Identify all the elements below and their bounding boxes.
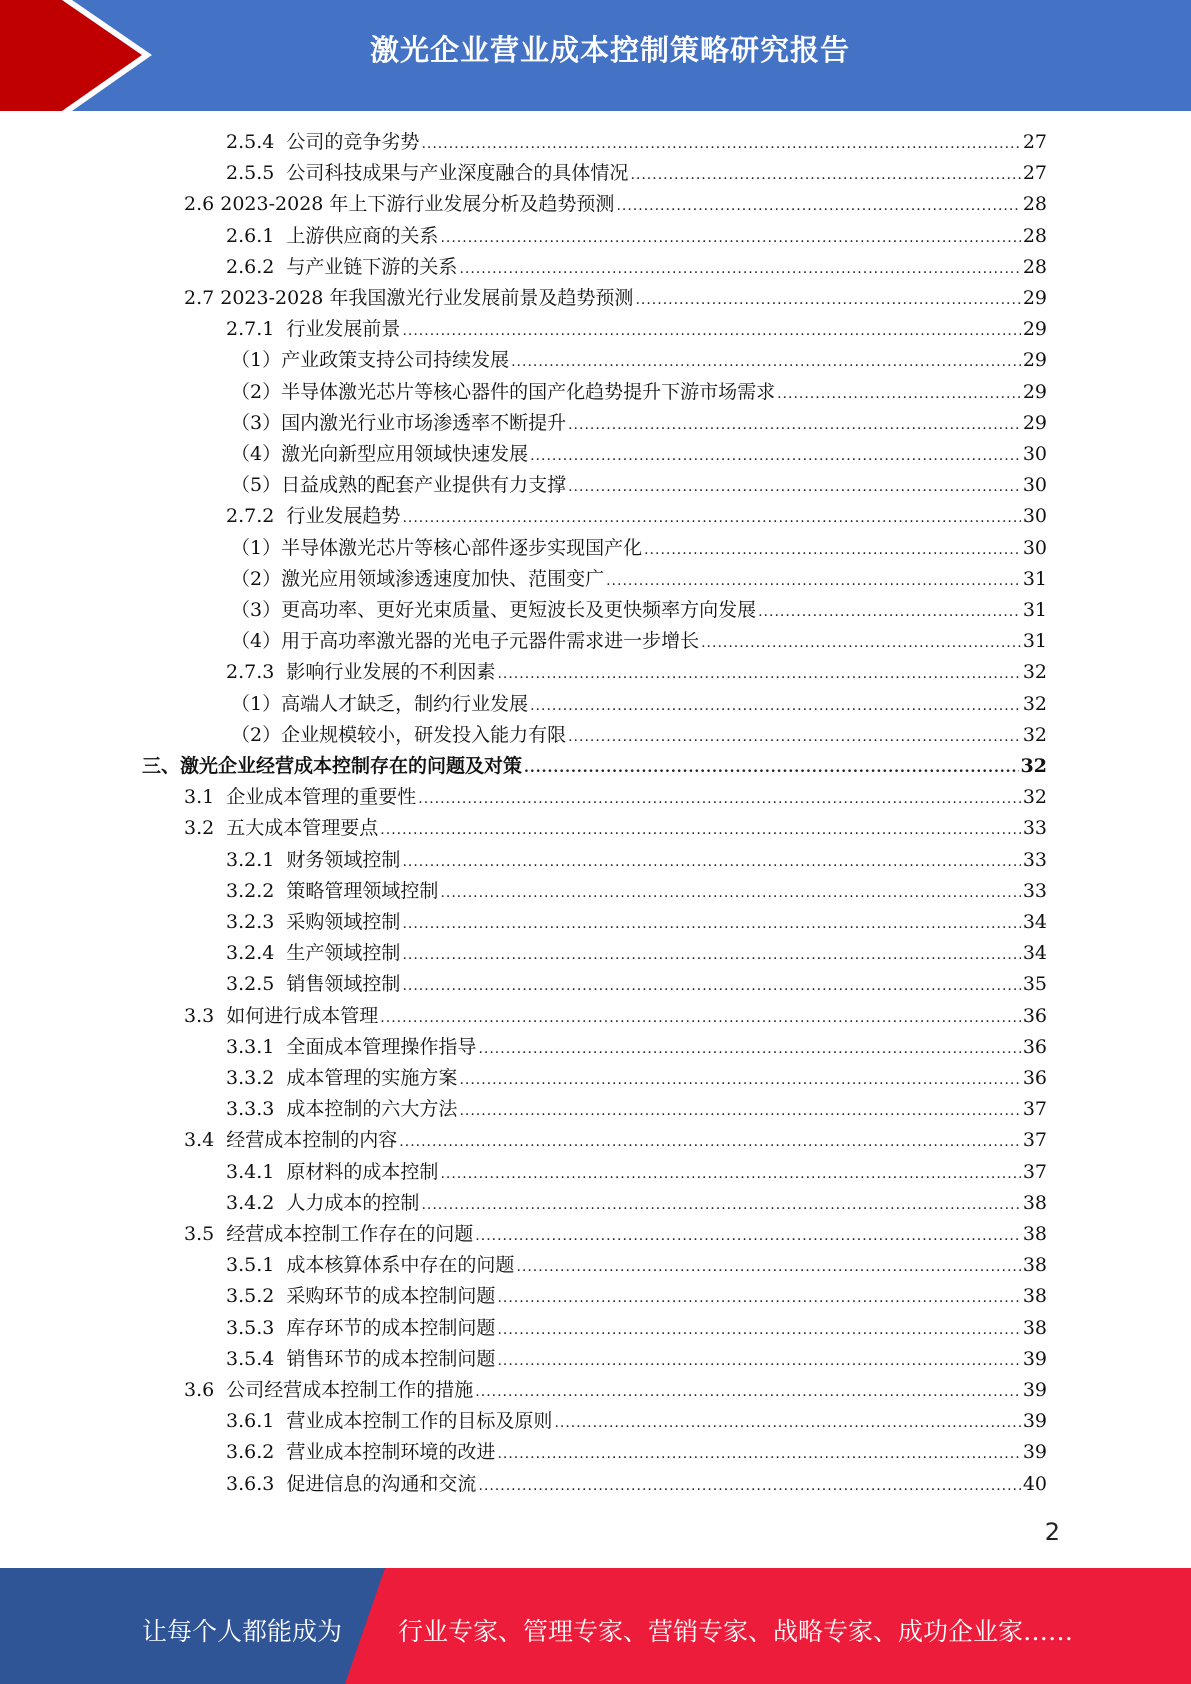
toc-entry[interactable] bbox=[231, 595, 1047, 626]
toc-entry-page: 34 bbox=[1022, 942, 1047, 965]
toc-entry[interactable] bbox=[226, 1406, 1047, 1437]
toc-entry[interactable] bbox=[231, 345, 1047, 376]
toc-entry[interactable] bbox=[184, 1375, 1047, 1406]
toc-entry[interactable] bbox=[226, 1281, 1047, 1312]
toc-entry-title: （2）半导体激光芯片等核心器件的国产化趋势提升下游市场需求 bbox=[231, 380, 776, 403]
toc-entry-title: 3.6.2 营业成本控制环境的改进 bbox=[226, 1441, 496, 1464]
footer-slogan-left: 让每个人都能成为 bbox=[142, 1617, 343, 1646]
toc-entry-page: 32 bbox=[1020, 755, 1047, 777]
toc-entry-page: 36 bbox=[1022, 1004, 1047, 1027]
toc-dot-leader bbox=[380, 815, 1021, 846]
toc-dot-leader bbox=[516, 1252, 1020, 1283]
toc-entry[interactable] bbox=[142, 751, 1047, 782]
toc-dot-leader bbox=[701, 628, 1021, 659]
toc-entry-page: 32 bbox=[1022, 786, 1047, 809]
toc-entry-page: 36 bbox=[1022, 1035, 1047, 1058]
toc-dot-leader bbox=[402, 847, 1020, 878]
toc-entry-title: 3.6.3 促进信息的沟通和交流 bbox=[226, 1472, 477, 1495]
toc-entry-title: （5）日益成熟的配套产业提供有力支撑 bbox=[231, 474, 567, 497]
toc-dot-leader bbox=[440, 223, 1020, 254]
toc-entry-page: 38 bbox=[1022, 1223, 1047, 1245]
toc-entry[interactable] bbox=[226, 158, 1047, 189]
toc-entry[interactable] bbox=[226, 221, 1047, 252]
toc-entry-page: 28 bbox=[1022, 255, 1047, 278]
report-header bbox=[0, 0, 1191, 111]
toc-entry[interactable] bbox=[226, 876, 1047, 907]
toc-entry-page: 34 bbox=[1022, 911, 1047, 933]
toc-entry-title: 2.7 2023-2028 年我国激光行业发展前景及趋势预测 bbox=[184, 287, 634, 309]
toc-dot-leader bbox=[402, 503, 1020, 534]
toc-entry-page: 39 bbox=[1022, 1441, 1047, 1464]
toc-entry-title: 3.4 经营成本控制的内容 bbox=[184, 1129, 398, 1152]
toc-dot-leader bbox=[402, 971, 1020, 1002]
toc-dot-leader bbox=[402, 940, 1020, 971]
toc-entry-title: （1）产业政策支持公司持续发展 bbox=[231, 349, 510, 372]
toc-entry-page: 39 bbox=[1022, 1379, 1047, 1401]
toc-dot-leader bbox=[399, 1127, 1021, 1158]
toc-entry[interactable] bbox=[184, 782, 1047, 813]
toc-dot-leader bbox=[475, 1221, 1021, 1252]
toc-entry[interactable] bbox=[226, 1063, 1047, 1094]
toc-entry-page: 28 bbox=[1022, 193, 1047, 216]
toc-entry[interactable] bbox=[184, 1219, 1047, 1250]
toc-entry-title: 2.6 2023-2028 年上下游行业发展分析及趋势预测 bbox=[184, 193, 615, 216]
toc-dot-leader bbox=[568, 472, 1021, 503]
toc-entry-title: 3.2.3 采购领域控制 bbox=[226, 911, 401, 933]
toc-entry-page: 29 bbox=[1022, 318, 1047, 341]
toc-entry[interactable] bbox=[226, 252, 1047, 283]
toc-entry[interactable] bbox=[226, 314, 1047, 345]
toc-entry-title: 3.6 公司经营成本控制工作的措施 bbox=[184, 1379, 474, 1401]
toc-entry-title: （4）激光向新型应用领域快速发展 bbox=[231, 443, 529, 465]
toc-entry-title: 2.7.2 行业发展趋势 bbox=[226, 505, 401, 528]
toc-entry[interactable] bbox=[184, 1125, 1047, 1156]
toc-entry[interactable] bbox=[226, 969, 1047, 1000]
toc-entry-title: 3.2.1 财务领域控制 bbox=[226, 848, 401, 871]
toc-entry[interactable] bbox=[226, 1469, 1047, 1500]
toc-entry-title: 3.6.1 营业成本控制工作的目标及原则 bbox=[226, 1410, 553, 1433]
toc-entry[interactable] bbox=[226, 938, 1047, 969]
toc-entry[interactable] bbox=[226, 657, 1047, 688]
toc-entry[interactable] bbox=[231, 408, 1047, 439]
toc-entry-page: 38 bbox=[1022, 1191, 1047, 1214]
toc-entry-page: 31 bbox=[1022, 630, 1047, 653]
toc-entry-page: 37 bbox=[1022, 1098, 1047, 1121]
toc-entry[interactable] bbox=[226, 1032, 1047, 1063]
toc-dot-leader bbox=[568, 410, 1021, 441]
toc-dot-leader bbox=[524, 753, 1019, 784]
toc-dot-leader bbox=[758, 597, 1021, 628]
toc-entry-title: 3.5 经营成本控制工作存在的问题 bbox=[184, 1223, 474, 1245]
toc-entry-page: 39 bbox=[1022, 1347, 1047, 1370]
toc-entry-page: 29 bbox=[1022, 349, 1047, 372]
toc-dot-leader bbox=[644, 535, 1021, 566]
toc-entry[interactable] bbox=[184, 813, 1047, 844]
toc-dot-leader bbox=[459, 1065, 1020, 1096]
toc-entry-page: 28 bbox=[1022, 224, 1047, 247]
toc-entry-page: 32 bbox=[1022, 723, 1047, 746]
toc-entry-page: 30 bbox=[1022, 474, 1047, 497]
toc-entry-title: 3.4.2 人力成本的控制 bbox=[226, 1191, 420, 1214]
toc-dot-leader bbox=[421, 129, 1020, 160]
toc-entry[interactable] bbox=[184, 283, 1047, 314]
toc-dot-leader bbox=[380, 1003, 1021, 1034]
report-title: 激光企业营业成本控制策略研究报告 bbox=[369, 33, 850, 67]
toc-entry[interactable] bbox=[226, 845, 1047, 876]
toc-dot-leader bbox=[440, 878, 1020, 909]
toc-entry-title: （1）高端人才缺乏，制约行业发展 bbox=[231, 692, 529, 715]
toc-entry-page: 33 bbox=[1022, 879, 1047, 902]
toc-entry-title: （4）用于高功率激光器的光电子元器件需求进一步增长 bbox=[231, 630, 700, 653]
toc-entry-title: 3.4.1 原材料的成本控制 bbox=[226, 1160, 439, 1183]
toc-entry[interactable] bbox=[226, 1188, 1047, 1219]
toc-dot-leader bbox=[497, 659, 1020, 690]
toc-dot-leader bbox=[402, 316, 1020, 347]
toc-entry-title: （2）激光应用领域渗透速度加快、范围变广 bbox=[231, 567, 605, 590]
toc-entry-title: 3.3.1 全面成本管理操作指导 bbox=[226, 1035, 477, 1058]
toc-entry[interactable] bbox=[184, 189, 1047, 220]
toc-entry-title: 2.5.4 公司的竞争劣势 bbox=[226, 131, 420, 153]
report-footer bbox=[0, 1568, 1191, 1684]
toc-dot-leader bbox=[497, 1346, 1020, 1377]
toc-entry-page: 36 bbox=[1022, 1067, 1047, 1089]
toc-dot-leader bbox=[459, 1096, 1020, 1127]
toc-entry[interactable] bbox=[231, 470, 1047, 501]
toc-entry[interactable] bbox=[226, 127, 1047, 158]
toc-entry-page: 40 bbox=[1022, 1472, 1047, 1495]
toc-entry-title: （3）更高功率、更好光束质量、更短波长及更快频率方向发展 bbox=[231, 599, 757, 621]
toc-entry[interactable] bbox=[226, 1313, 1047, 1344]
toc-entry-title: 3.5.2 采购环节的成本控制问题 bbox=[226, 1285, 496, 1308]
toc-dot-leader bbox=[630, 160, 1020, 191]
toc-entry-page: 39 bbox=[1022, 1410, 1047, 1433]
toc-entry[interactable] bbox=[184, 1001, 1047, 1032]
toc-dot-leader bbox=[530, 691, 1021, 722]
page-number: 2 bbox=[1044, 1518, 1060, 1546]
toc-entry-title: 3.5.3 库存环节的成本控制问题 bbox=[226, 1316, 496, 1339]
toc-entry-title: 3.1 企业成本管理的重要性 bbox=[184, 786, 417, 809]
toc-entry-page: 33 bbox=[1022, 848, 1047, 871]
toc-entry-page: 31 bbox=[1022, 599, 1047, 621]
toc-entry[interactable] bbox=[226, 1344, 1047, 1375]
toc-dot-leader bbox=[777, 379, 1021, 410]
toc-dot-leader bbox=[511, 347, 1021, 378]
toc-entry-title: 2.7.1 行业发展前景 bbox=[226, 318, 401, 341]
toc-entry-title: 3.3.2 成本管理的实施方案 bbox=[226, 1067, 458, 1089]
toc-entry-title: （1）半导体激光芯片等核心部件逐步实现国产化 bbox=[231, 536, 643, 559]
toc-entry-title: （3）国内激光行业市场渗透率不断提升 bbox=[231, 411, 567, 434]
toc-entry[interactable] bbox=[231, 720, 1047, 751]
toc-entry-title: 3.5.4 销售环节的成本控制问题 bbox=[226, 1347, 496, 1370]
toc-entry-title: 3.2.5 销售领域控制 bbox=[226, 973, 401, 996]
toc-entry-title: 3.2.2 策略管理领域控制 bbox=[226, 879, 439, 902]
toc-dot-leader bbox=[478, 1034, 1020, 1065]
toc-entry-title: 3.3 如何进行成本管理 bbox=[184, 1004, 379, 1027]
toc-entry-page: 30 bbox=[1022, 505, 1047, 528]
toc-entry-page: 38 bbox=[1022, 1316, 1047, 1339]
toc-dot-leader bbox=[497, 1315, 1020, 1346]
toc-entry-page: 38 bbox=[1022, 1285, 1047, 1308]
toc-entry-page: 32 bbox=[1022, 661, 1047, 684]
toc-entry[interactable] bbox=[231, 626, 1047, 657]
toc-dot-leader bbox=[418, 784, 1021, 815]
toc-dot-leader bbox=[554, 1408, 1020, 1439]
toc-dot-leader bbox=[475, 1377, 1021, 1408]
toc-entry[interactable] bbox=[231, 689, 1047, 720]
toc-dot-leader bbox=[440, 1159, 1020, 1190]
toc-entry[interactable] bbox=[231, 377, 1047, 408]
toc-entry[interactable] bbox=[231, 564, 1047, 595]
toc-dot-leader bbox=[421, 1190, 1020, 1221]
toc-dot-leader bbox=[568, 722, 1021, 753]
toc-dot-leader bbox=[616, 191, 1020, 222]
toc-entry[interactable] bbox=[231, 533, 1047, 564]
toc-entry[interactable] bbox=[226, 1437, 1047, 1468]
toc-entry[interactable] bbox=[226, 501, 1047, 532]
toc-entry-page: 37 bbox=[1022, 1129, 1047, 1152]
toc-entry-page: 31 bbox=[1022, 567, 1047, 590]
toc-entry[interactable] bbox=[226, 1250, 1047, 1281]
toc-dot-leader bbox=[497, 1439, 1020, 1470]
header-arrow-decoration bbox=[0, 0, 160, 111]
toc-entry-page: 30 bbox=[1022, 443, 1047, 465]
toc-entry-page: 33 bbox=[1022, 817, 1047, 840]
toc-dot-leader bbox=[497, 1283, 1020, 1314]
toc-dot-leader bbox=[402, 909, 1020, 940]
toc-entry-page: 35 bbox=[1022, 973, 1047, 996]
toc-entry-title: 2.6.1 上游供应商的关系 bbox=[226, 224, 439, 247]
toc-entry-page: 29 bbox=[1022, 411, 1047, 434]
toc-dot-leader bbox=[459, 254, 1020, 285]
toc-entry[interactable] bbox=[231, 439, 1047, 470]
toc-entry-page: 29 bbox=[1022, 287, 1047, 309]
toc-dot-leader bbox=[478, 1471, 1020, 1502]
toc-entry-page: 37 bbox=[1022, 1160, 1047, 1183]
toc-dot-leader bbox=[530, 441, 1021, 472]
toc-entry-page: 29 bbox=[1022, 380, 1047, 403]
toc-entry-title: 3.5.1 成本核算体系中存在的问题 bbox=[226, 1254, 515, 1277]
toc-entry-title: 2.5.5 公司科技成果与产业深度融合的具体情况 bbox=[226, 162, 629, 185]
toc-entry-title: 2.7.3 影响行业发展的不利因素 bbox=[226, 661, 496, 684]
toc-entry-title: 3.2 五大成本管理要点 bbox=[184, 817, 379, 840]
toc-entry-title: （2）企业规模较小，研发投入能力有限 bbox=[231, 723, 567, 746]
toc-entry-title: 3.3.3 成本控制的六大方法 bbox=[226, 1098, 458, 1121]
toc-entry[interactable] bbox=[226, 1094, 1047, 1125]
toc-entry-page: 27 bbox=[1022, 162, 1047, 185]
toc-dot-leader bbox=[606, 566, 1021, 597]
toc-entry-title: 3.2.4 生产领域控制 bbox=[226, 942, 401, 965]
toc-entry-page: 27 bbox=[1022, 131, 1047, 153]
toc-entry-page: 38 bbox=[1022, 1254, 1047, 1277]
toc-entry[interactable] bbox=[226, 1157, 1047, 1188]
toc-entry-title: 三、激光企业经营成本控制存在的问题及对策 bbox=[142, 755, 523, 777]
toc-dot-leader bbox=[635, 285, 1020, 316]
toc-entry-page: 32 bbox=[1022, 692, 1047, 715]
toc-entry-page: 30 bbox=[1022, 536, 1047, 559]
toc-entry[interactable] bbox=[226, 907, 1047, 938]
toc-entry-title: 2.6.2 与产业链下游的关系 bbox=[226, 255, 458, 278]
footer-slogan-right: 行业专家、管理专家、营销专家、战略专家、成功企业家…… bbox=[398, 1617, 1074, 1646]
